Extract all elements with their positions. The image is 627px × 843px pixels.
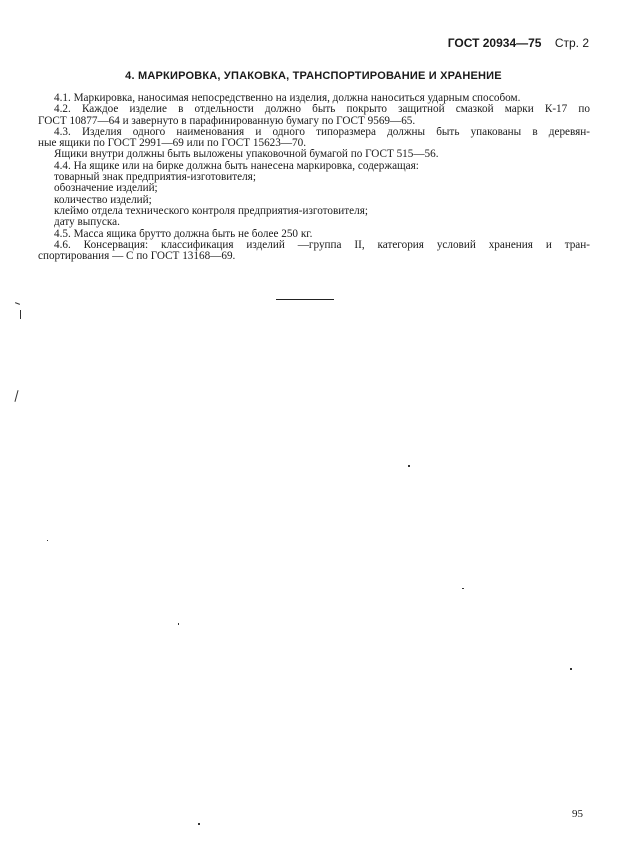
clause-4-6-line-1: 4.6. Консервация: классификация изделий —группа II, категория условий хранения и тран-: [54, 239, 590, 251]
section-title: 4. МАРКИРОВКА, УПАКОВКА, ТРАНСПОРТИРОВАНИЕ И ХРАНЕНИЕ: [125, 70, 502, 82]
clause-4-3-line-1: 4.3. Изделия одного наименования и одного типоразмера должны быть упакованы в деревян-: [54, 126, 590, 138]
scan-mark: [14, 390, 18, 402]
scan-mark: [198, 823, 200, 825]
end-rule: [276, 299, 334, 300]
scan-mark: [15, 302, 20, 305]
page-number: 95: [572, 808, 583, 820]
clause-4-1: 4.1. Маркировка, наносимая непосредственно на изделия, должна наноситься ударным способом.: [54, 93, 521, 104]
scan-mark: [570, 668, 572, 670]
clause-4-2-line-2: ГОСТ 10877—64 и завернуто в парафинированную бумагу по ГОСТ 9569—65.: [38, 115, 416, 127]
marking-item-qc-stamp: клеймо отдела технического контроля предприятия-изготовителя;: [54, 205, 368, 217]
marking-item-trademark: товарный знак предприятия-изготовителя;: [54, 172, 256, 184]
clause-4-4: 4.4. На ящике или на бирке должна быть нанесена маркировка, содержащая:: [54, 160, 419, 172]
clause-4-2-line-1: 4.2. Каждое изделие в отдельности должно быть покрыто защитной смазкой марки К-17 по: [54, 104, 590, 116]
scan-mark: [178, 623, 179, 625]
clause-4-6-line-2: спортирования — С по ГОСТ 13168—69.: [38, 251, 236, 263]
scan-mark: [20, 310, 21, 319]
scan-mark: [462, 588, 464, 589]
scan-mark: [408, 465, 410, 467]
clause-4-3-line-2: ные ящики по ГОСТ 2991—69 или по ГОСТ 15623—70.: [38, 138, 307, 150]
section-body: [38, 93, 590, 262]
marking-item-quantity: количество изделий;: [54, 194, 152, 206]
standard-designation: ГОСТ 20934—75: [447, 36, 542, 50]
marking-item-designation: обозначение изделий;: [54, 183, 158, 195]
scan-mark: [47, 540, 48, 541]
page-label: Стр. 2: [554, 36, 589, 50]
page-header: [448, 36, 589, 50]
marking-item-release-date: дату выпуска.: [54, 217, 120, 229]
clause-4-5: 4.5. Масса ящика брутто должна быть не более 250 кг.: [54, 228, 313, 240]
clause-4-3-paragraph-2: Ящики внутри должны быть выложены упаковочной бумагой по ГОСТ 515—56.: [54, 149, 439, 161]
